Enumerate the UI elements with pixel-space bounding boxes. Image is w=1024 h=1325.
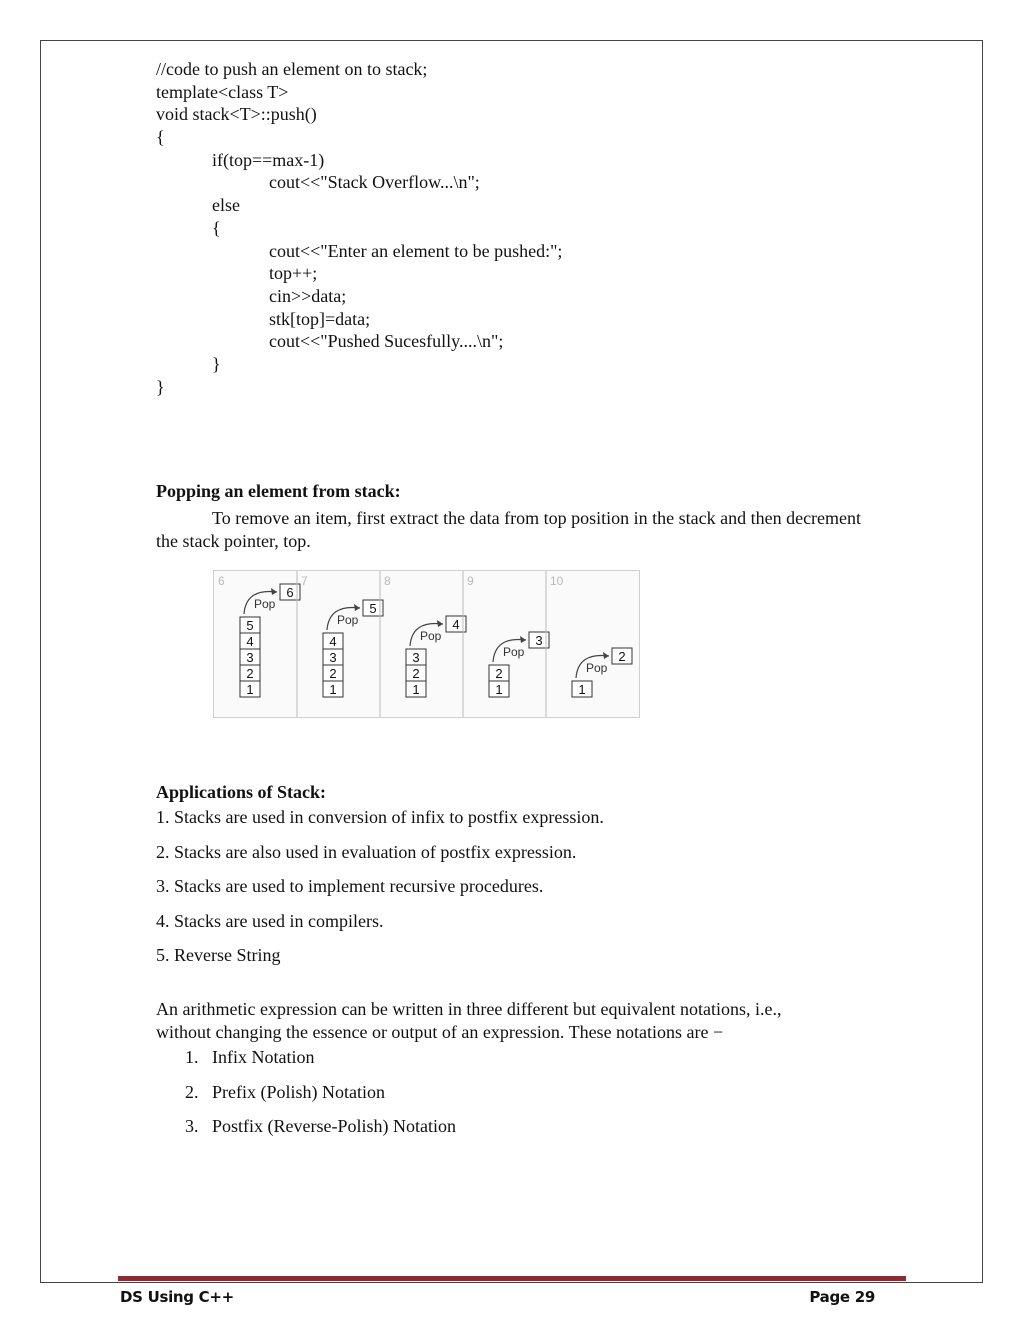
pop-section-heading: Popping an element from stack: <box>156 481 401 501</box>
page-number: Page 29 <box>809 1288 875 1306</box>
pop-arrowhead <box>603 652 609 659</box>
pop-label: Pop <box>337 613 359 627</box>
popped-value: 3 <box>535 633 543 648</box>
stack-cell-value: 3 <box>412 650 420 665</box>
code-line: } <box>156 376 165 397</box>
popped-value: 4 <box>452 617 460 632</box>
stack-cell-value: 3 <box>246 650 254 665</box>
footer-title: DS Using C++ <box>120 1288 234 1306</box>
code-line: { <box>212 217 221 238</box>
code-line: } <box>212 353 221 374</box>
stack-cell-value: 2 <box>412 666 420 681</box>
stack-cell-value: 2 <box>329 666 337 681</box>
pop-arrowhead <box>271 588 277 595</box>
popped-value: 5 <box>369 601 377 616</box>
pop-label: Pop <box>420 629 442 643</box>
pop-arrowhead <box>520 636 526 643</box>
code-line: { <box>156 127 165 148</box>
pop-arrowhead <box>354 604 360 611</box>
stack-cell-value: 4 <box>246 634 254 649</box>
stack-cell-value: 1 <box>329 682 337 697</box>
notation-text: Infix Notation <box>212 1047 315 1067</box>
pop-stack-diagram <box>213 570 640 718</box>
code-line: else <box>212 195 240 216</box>
stack-cell-value: 2 <box>246 666 254 681</box>
list-item: 3. Postfix (Reverse-Polish) Notation <box>185 1116 456 1137</box>
frame-label: 9 <box>467 574 474 588</box>
application-text: Stacks are used in conversion of infix to postfix expression. <box>174 807 604 827</box>
stack-cell-value: 4 <box>329 634 337 649</box>
list-item: 1. Infix Notation <box>185 1047 315 1067</box>
applications-list <box>156 806 604 979</box>
list-item: 1. Stacks are used in conversion of infix to postfix expression. <box>156 807 604 827</box>
application-text: Stacks are used to implement recursive procedures. <box>174 876 544 897</box>
stack-cell-value: 2 <box>495 666 503 681</box>
popped-value: 2 <box>618 649 626 664</box>
pop-stack-svg <box>214 571 639 717</box>
frame-label: 8 <box>384 574 391 588</box>
application-text: Reverse String <box>174 945 281 966</box>
frame-label: 6 <box>218 574 225 588</box>
notations-intro: An arithmetic expression can be written in three different but equivalent notations, i.e., without changing the essence or output of an expression. These notations are − <box>156 999 782 1042</box>
stack-cell-value: 5 <box>246 618 254 633</box>
stack-cell-value: 3 <box>329 650 337 665</box>
code-line: top++; <box>269 263 318 284</box>
popped-value: 6 <box>286 585 294 600</box>
list-item: 5. Reverse String <box>156 945 281 966</box>
stack-cell-value: 1 <box>246 682 254 697</box>
application-text: Stacks are also used in evaluation of postfix expression. <box>174 841 577 862</box>
notations-list <box>185 1046 456 1150</box>
frame-label: 7 <box>301 574 308 588</box>
list-item: 4. Stacks are used in compilers. <box>156 910 384 931</box>
list-item: 2. Stacks are also used in evaluation of postfix expression. <box>156 841 577 862</box>
pop-label: Pop <box>503 645 525 659</box>
application-text: Stacks are used in compilers. <box>174 910 384 931</box>
code-line: cout<<"Pushed Sucesfully....\n"; <box>269 331 504 352</box>
code-block <box>156 58 562 398</box>
code-line: cout<<"Enter an element to be pushed:"; <box>269 240 563 261</box>
code-line: cin>>data; <box>269 285 347 306</box>
code-line: cout<<"Stack Overflow...\n"; <box>269 172 480 193</box>
stack-cell-value: 1 <box>495 682 503 697</box>
pop-label: Pop <box>586 661 608 675</box>
footer-rule <box>118 1276 906 1281</box>
code-line: if(top==max-1) <box>212 149 325 170</box>
code-line: template<class T> <box>156 81 289 102</box>
list-item: 2. Prefix (Polish) Notation <box>185 1081 385 1102</box>
code-line: stk[top]=data; <box>269 308 371 329</box>
applications-heading: Applications of Stack: <box>156 782 327 802</box>
pop-label: Pop <box>254 597 276 611</box>
code-line: void stack<T>::push() <box>156 104 317 125</box>
pop-arrowhead <box>437 620 443 627</box>
frame-label: 10 <box>550 574 564 588</box>
stack-cell-value: 1 <box>412 682 420 697</box>
notation-text: Postfix (Reverse-Polish) Notation <box>212 1116 456 1137</box>
pop-section-body: To remove an item, first extract the data from top position in the stack and then decrement the stack pointer, top. <box>156 508 862 551</box>
notation-text: Prefix (Polish) Notation <box>212 1081 385 1102</box>
stack-cell-value: 1 <box>578 682 586 697</box>
code-line: //code to push an element on to stack; <box>156 59 428 79</box>
list-item: 3. Stacks are used to implement recursive procedures. <box>156 876 544 897</box>
